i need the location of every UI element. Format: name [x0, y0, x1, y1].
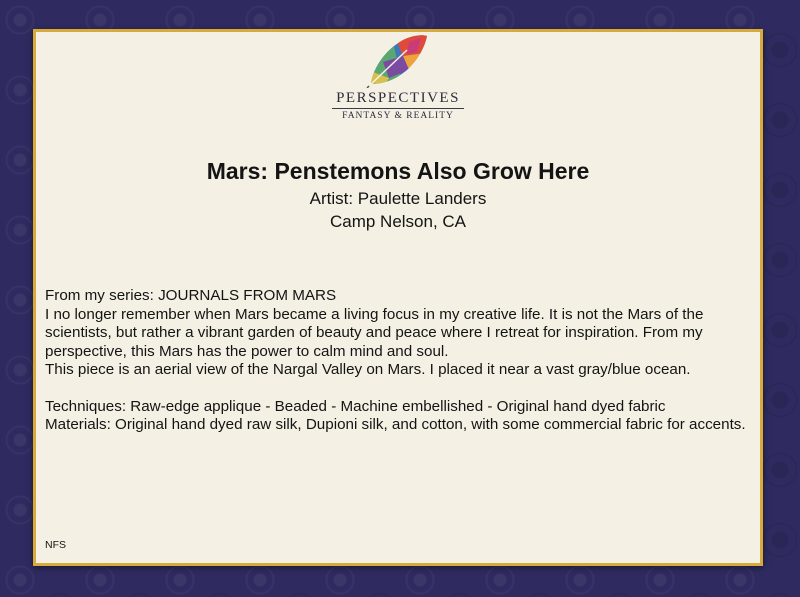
artist-name: Artist: Paulette Landers [309, 189, 487, 208]
statement-paragraph-2: This piece is an aerial view of the Nargal Valley on Mars. I placed it near a vast gray/blue ocean. [45, 361, 691, 378]
materials-line: Materials: Original hand dyed raw silk, Dupioni silk, and cotton, with some commercial fabric for accents. [45, 416, 746, 433]
artist-location: Camp Nelson, CA [329, 212, 467, 231]
nfs-label: NFS [45, 539, 66, 551]
techniques-line: Techniques: Raw-edge applique - Beaded - Machine embellished - Original hand dyed fabric [45, 397, 666, 415]
artwork-title: Mars: Penstemons Also Grow Here [206, 158, 590, 184]
series-line: From my series: JOURNALS FROM MARS [45, 287, 337, 304]
logo-title: PERSPECTIVES [336, 90, 460, 106]
artist-statement [45, 287, 750, 435]
feather-icon [363, 32, 433, 88]
paragraph-spacer [45, 380, 750, 398]
logo-divider [332, 108, 464, 109]
logo-subtitle: FANTASY & REALITY [342, 111, 454, 121]
statement-paragraph-1: I no longer remember when Mars became a living focus in my creative life. It is not the Mars of the scientists, but rather a vibrant garden of beauty and peace where I retreat for inspiration. From my perspective, this Mars has the power to calm mind and soul. [45, 305, 704, 360]
perspectives-logo [318, 32, 478, 122]
exhibit-label-card [33, 29, 763, 566]
